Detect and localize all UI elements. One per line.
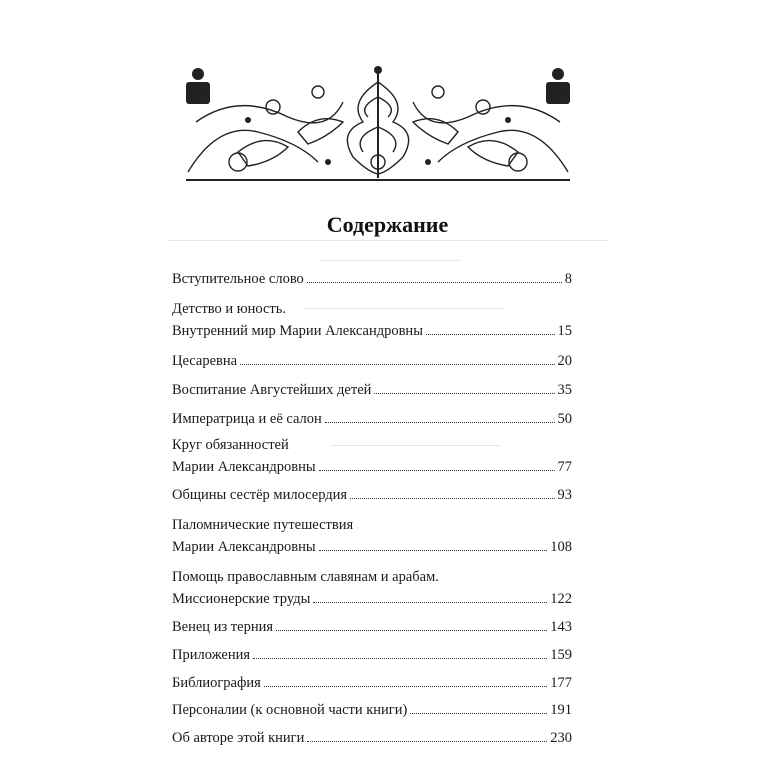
toc-entry[interactable] [172,379,572,401]
dot-leader [350,494,554,499]
dot-leader [374,389,554,394]
toc-entry-title: Внутренний мир Марии Александровны [172,323,423,339]
toc-entry-title: Вступительное слово [172,271,304,287]
dot-leader [426,330,555,335]
dot-leader [307,278,562,283]
toc-entry-title: Общины сестёр милосердия [172,487,348,503]
toc-entry-title: Об авторе этой книги [172,730,305,746]
toc-page-number: 15 [557,323,572,339]
toc-entry-title: Воспитание Августейших детей [172,382,372,398]
toc-entry-title: Библиография [172,675,261,691]
toc-entry[interactable] [172,298,572,342]
toc-entry-title: Миссионерские труды [172,591,311,607]
toc-page-number: 8 [564,271,572,287]
toc-entry-title: Цесаревна [172,353,238,369]
dot-leader [264,682,547,687]
dot-leader [253,654,547,659]
toc-entry[interactable] [172,672,572,694]
toc-entry[interactable] [172,350,572,372]
toc-entry-title: Приложения [172,647,251,663]
toc-entry[interactable] [172,268,572,290]
toc-page-number: 108 [550,539,572,555]
toc-page-number: 159 [550,647,572,663]
dot-leader [325,418,555,423]
toc-entry[interactable] [172,514,572,558]
toc-entry-title: Марии Александровны [172,459,316,475]
toc-entry-title-line1: Круг обязанностей [172,437,289,453]
toc-entry-title-line1: Паломнические путешествия [172,517,354,533]
toc-entry-title: Марии Александровны [172,539,316,555]
toc-page-number: 93 [557,487,572,503]
show-through-line [168,240,608,241]
show-through-line [320,260,460,261]
toc-page-number: 177 [550,675,572,691]
page-title: Содержание [326,212,449,237]
toc-entry[interactable] [172,699,572,721]
toc-entry[interactable] [172,434,572,478]
toc-page-number: 191 [550,702,572,718]
toc-entry[interactable] [172,566,572,610]
toc-entry-title-line1: Помощь православным славянам и арабам. [172,569,439,585]
toc-page-number: 20 [557,353,572,369]
toc-page-number: 143 [550,619,572,635]
toc-entry[interactable] [172,408,572,430]
toc-entry-title: Императрица и её салон [172,411,322,427]
toc-entry-title: Персоналии (к основной части книги) [172,702,408,718]
dot-leader [319,546,548,551]
toc-entry[interactable] [172,616,572,638]
toc-entry-title: Венец из терния [172,619,274,635]
dot-leader [313,598,547,603]
toc-page-number: 122 [550,591,572,607]
toc-entry[interactable] [172,727,572,749]
toc-page-number: 50 [557,411,572,427]
toc-entry[interactable] [172,484,572,506]
dot-leader [307,737,547,742]
dot-leader [276,626,547,631]
toc-page-number: 77 [557,459,572,475]
toc-page-number: 35 [557,382,572,398]
toc-entry[interactable] [172,644,572,666]
dot-leader [319,466,555,471]
dot-leader [410,709,547,714]
toc-entry-title-line1: Детство и юность. [172,301,287,317]
floral-ornament-icon [178,62,578,184]
toc-page-number: 230 [550,730,572,746]
dot-leader [240,360,554,365]
